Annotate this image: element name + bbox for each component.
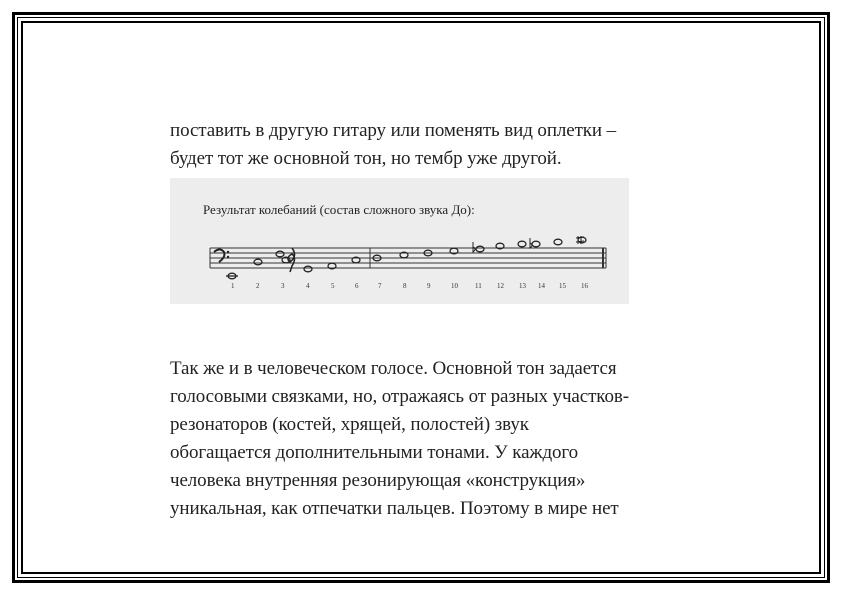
harmonic-number: 6 [355,282,359,290]
harmonic-series-figure [170,178,629,304]
staff-lines [210,248,606,268]
harmonic-number: 11 [475,282,482,290]
harmonic-number: 9 [427,282,431,290]
accidental-marks [473,236,584,252]
harmonic-number: 8 [403,282,407,290]
harmonic-number: 5 [331,282,335,290]
harmonic-number: 13 [519,282,526,290]
harmonic-number: 7 [378,282,382,290]
text-line: поставить в другую гитару или поменять вид оплетки – [170,120,617,141]
harmonic-number: 16 [581,282,588,290]
text-line: обогащается дополнительными тонами. У каждого [170,442,579,463]
harmonic-number: 3 [281,282,285,290]
paragraph-top [170,117,730,173]
text-line: Так же и в человеческом голосе. Основной тон задается [170,358,617,379]
harmonic-number: 2 [256,282,260,290]
text-line: человека внутренняя резонирующая «конструкция» [170,470,586,491]
harmonic-number: 4 [306,282,310,290]
text-line: будет тот же основной тон, но тембр уже другой. [170,148,562,169]
harmonic-number: 10 [451,282,458,290]
harmonic-number: 1 [231,282,235,290]
harmonic-number: 14 [538,282,545,290]
paragraph-bottom [170,355,730,523]
text-line: уникальная, как отпечатки пальцев. Поэтому в мире нет [170,498,619,519]
bass-clef-icon [214,250,229,263]
harmonic-number: 15 [559,282,566,290]
text-line: голосовыми связками, но, отражаясь от разных участков- [170,386,629,407]
figure-caption: Результат колебаний (состав сложного звука До): [203,202,475,217]
text-line: резонаторов (костей, хрящей, полостей) звук [170,414,529,435]
harmonic-number: 12 [497,282,504,290]
